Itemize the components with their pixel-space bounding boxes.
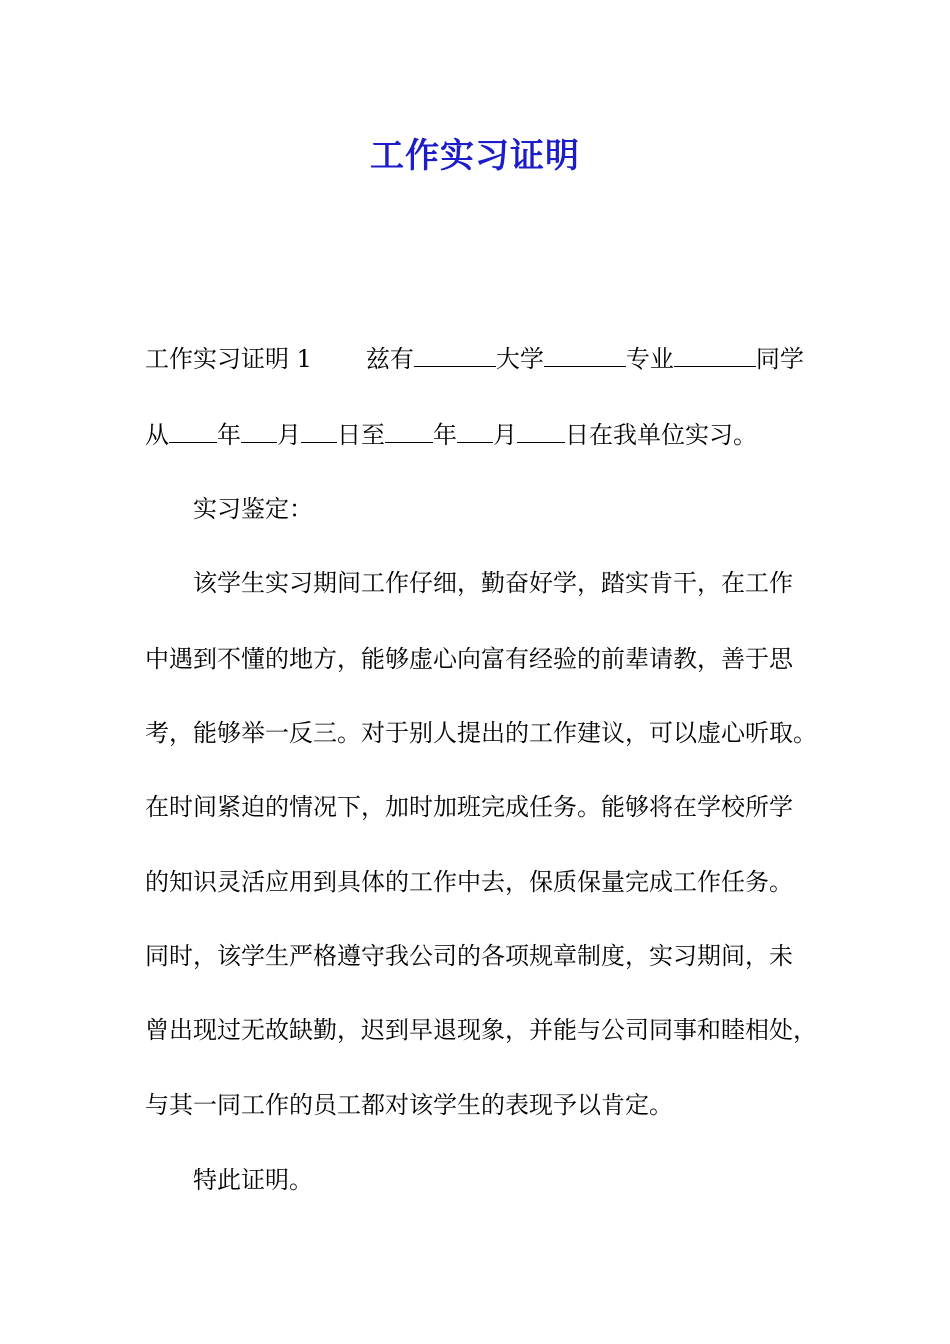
intro-text: 兹有	[365, 345, 414, 373]
major-label: 专业	[625, 345, 674, 373]
year-label: 年	[433, 421, 457, 449]
closing-statement: 特此证明。	[193, 1166, 313, 1194]
student-label: 同学	[755, 345, 804, 373]
internship-location-text: 日在我单位实习。	[565, 421, 757, 449]
major-blank	[544, 344, 626, 367]
university-blank	[414, 344, 496, 367]
start-month-blank	[241, 420, 277, 443]
end-year-blank	[385, 420, 433, 443]
end-month-blank	[457, 420, 493, 443]
month-label: 月	[277, 421, 301, 449]
from-text: 从	[145, 421, 169, 449]
student-name-blank	[674, 344, 756, 367]
university-label: 大学	[495, 345, 544, 373]
body-text-line: 与其一同工作的员工都对该学生的表现予以肯定。	[145, 1091, 673, 1119]
certificate-intro-line	[145, 343, 835, 375]
body-text-line: 同时，该学生严格遵守我公司的各项规章制度，实习期间，未	[145, 942, 793, 970]
end-day-blank	[517, 420, 565, 443]
year-label: 年	[217, 421, 241, 449]
document-title: 工作实习证明	[370, 136, 580, 176]
body-text-line: 中遇到不懂的地方，能够虚心向富有经验的前辈请教，善于思	[145, 645, 793, 673]
month-label: 月	[493, 421, 517, 449]
body-text-line: 该学生实习期间工作仔细，勤奋好学，踏实肯干，在工作	[193, 569, 793, 597]
appraisal-label: 实习鉴定：	[193, 495, 313, 523]
body-text-line: 曾出现过无故缺勤，迟到早退现象，并能与公司同事和睦相处，	[145, 1016, 817, 1044]
body-text-line: 的知识灵活应用到具体的工作中去，保质保量完成工作任务。	[145, 868, 793, 896]
body-text-line: 考，能够举一反三。对于别人提出的工作建议，可以虚心听取。	[145, 719, 817, 747]
day-to-label: 日至	[337, 421, 385, 449]
start-year-blank	[169, 420, 217, 443]
internship-period-line	[145, 419, 835, 451]
start-day-blank	[301, 420, 337, 443]
section-heading: 工作实习证明 1	[145, 345, 312, 373]
body-text-line: 在时间紧迫的情况下，加时加班完成任务。能够将在学校所学	[145, 793, 793, 821]
